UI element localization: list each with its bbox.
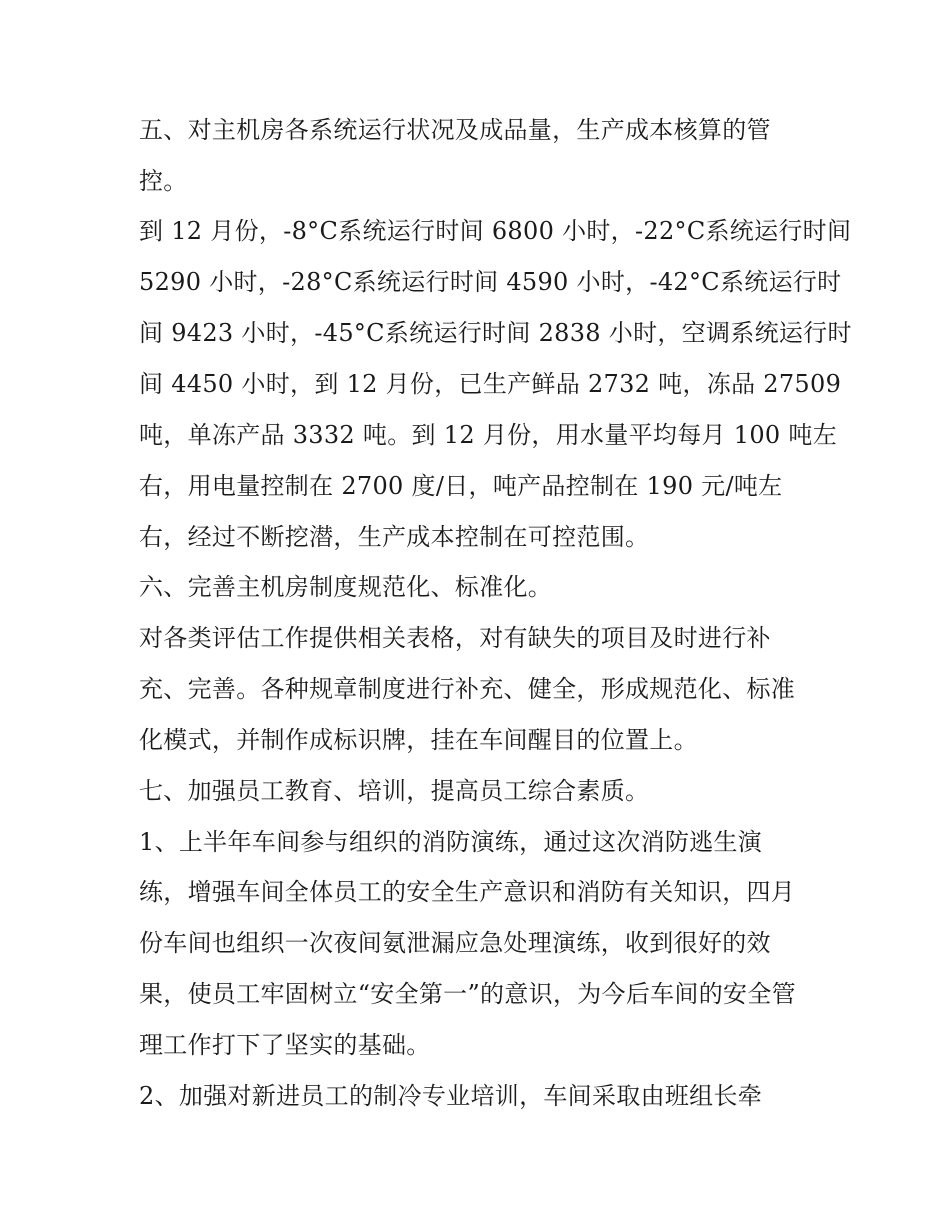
text-line: 练，增强车间全体员工的安全生产意识和消防有关知识，四月 — [139, 878, 796, 906]
text-line: 右，经过不断挖潜，生产成本控制在可控范围。 — [139, 523, 650, 551]
text-line: 右，用电量控制在 2700 度/日，吨产品控制在 190 元/吨左 — [139, 472, 783, 500]
text-line: 间 9423 小时，-45°C系统运行时间 2838 小时，空调系统运行时 — [139, 319, 852, 347]
text-line: 控。 — [139, 167, 188, 195]
heading-section-5: 五、对主机房各系统运行状况及成品量，生产成本核算的管 — [139, 116, 771, 144]
text-line: 到 12 月份，-8°C系统运行时间 6800 小时，-22°C系统运行时间 — [139, 217, 852, 245]
text-line: 化模式，并制作成标识牌，挂在车间醒目的位置上。 — [139, 726, 698, 754]
text-line: 理工作打下了坚实的基础。 — [139, 1031, 431, 1059]
text-line: 对各类评估工作提供相关表格，对有缺失的项目及时进行补 — [139, 624, 771, 652]
text-line: 吨，单冻产品 3332 吨。到 12 月份，用水量平均每月 100 吨左 — [139, 421, 837, 449]
text-line: 2、加强对新进员工的制冷专业培训，车间采取由班组长牵 — [139, 1082, 763, 1110]
heading-section-7: 七、加强员工教育、培训，提高员工综合素质。 — [139, 777, 650, 805]
text-line: 果，使员工牢固树立“安全第一”的意识，为今后车间的安全管 — [139, 980, 796, 1008]
heading-section-6: 六、完善主机房制度规范化、标准化。 — [139, 573, 553, 601]
text-line: 间 4450 小时，到 12 月份，已生产鲜品 2732 吨，冻品 27509 — [139, 370, 842, 398]
text-line: 1、上半年车间参与组织的消防演练，通过这次消防逃生演 — [139, 828, 763, 856]
text-line: 5290 小时，-28°C系统运行时间 4590 小时，-42°C系统运行时 — [139, 268, 842, 296]
text-line: 份车间也组织一次夜间氨泄漏应急处理演练，收到很好的效 — [139, 929, 771, 957]
text-line: 充、完善。各种规章制度进行补充、健全，形成规范化、标准 — [139, 675, 796, 703]
